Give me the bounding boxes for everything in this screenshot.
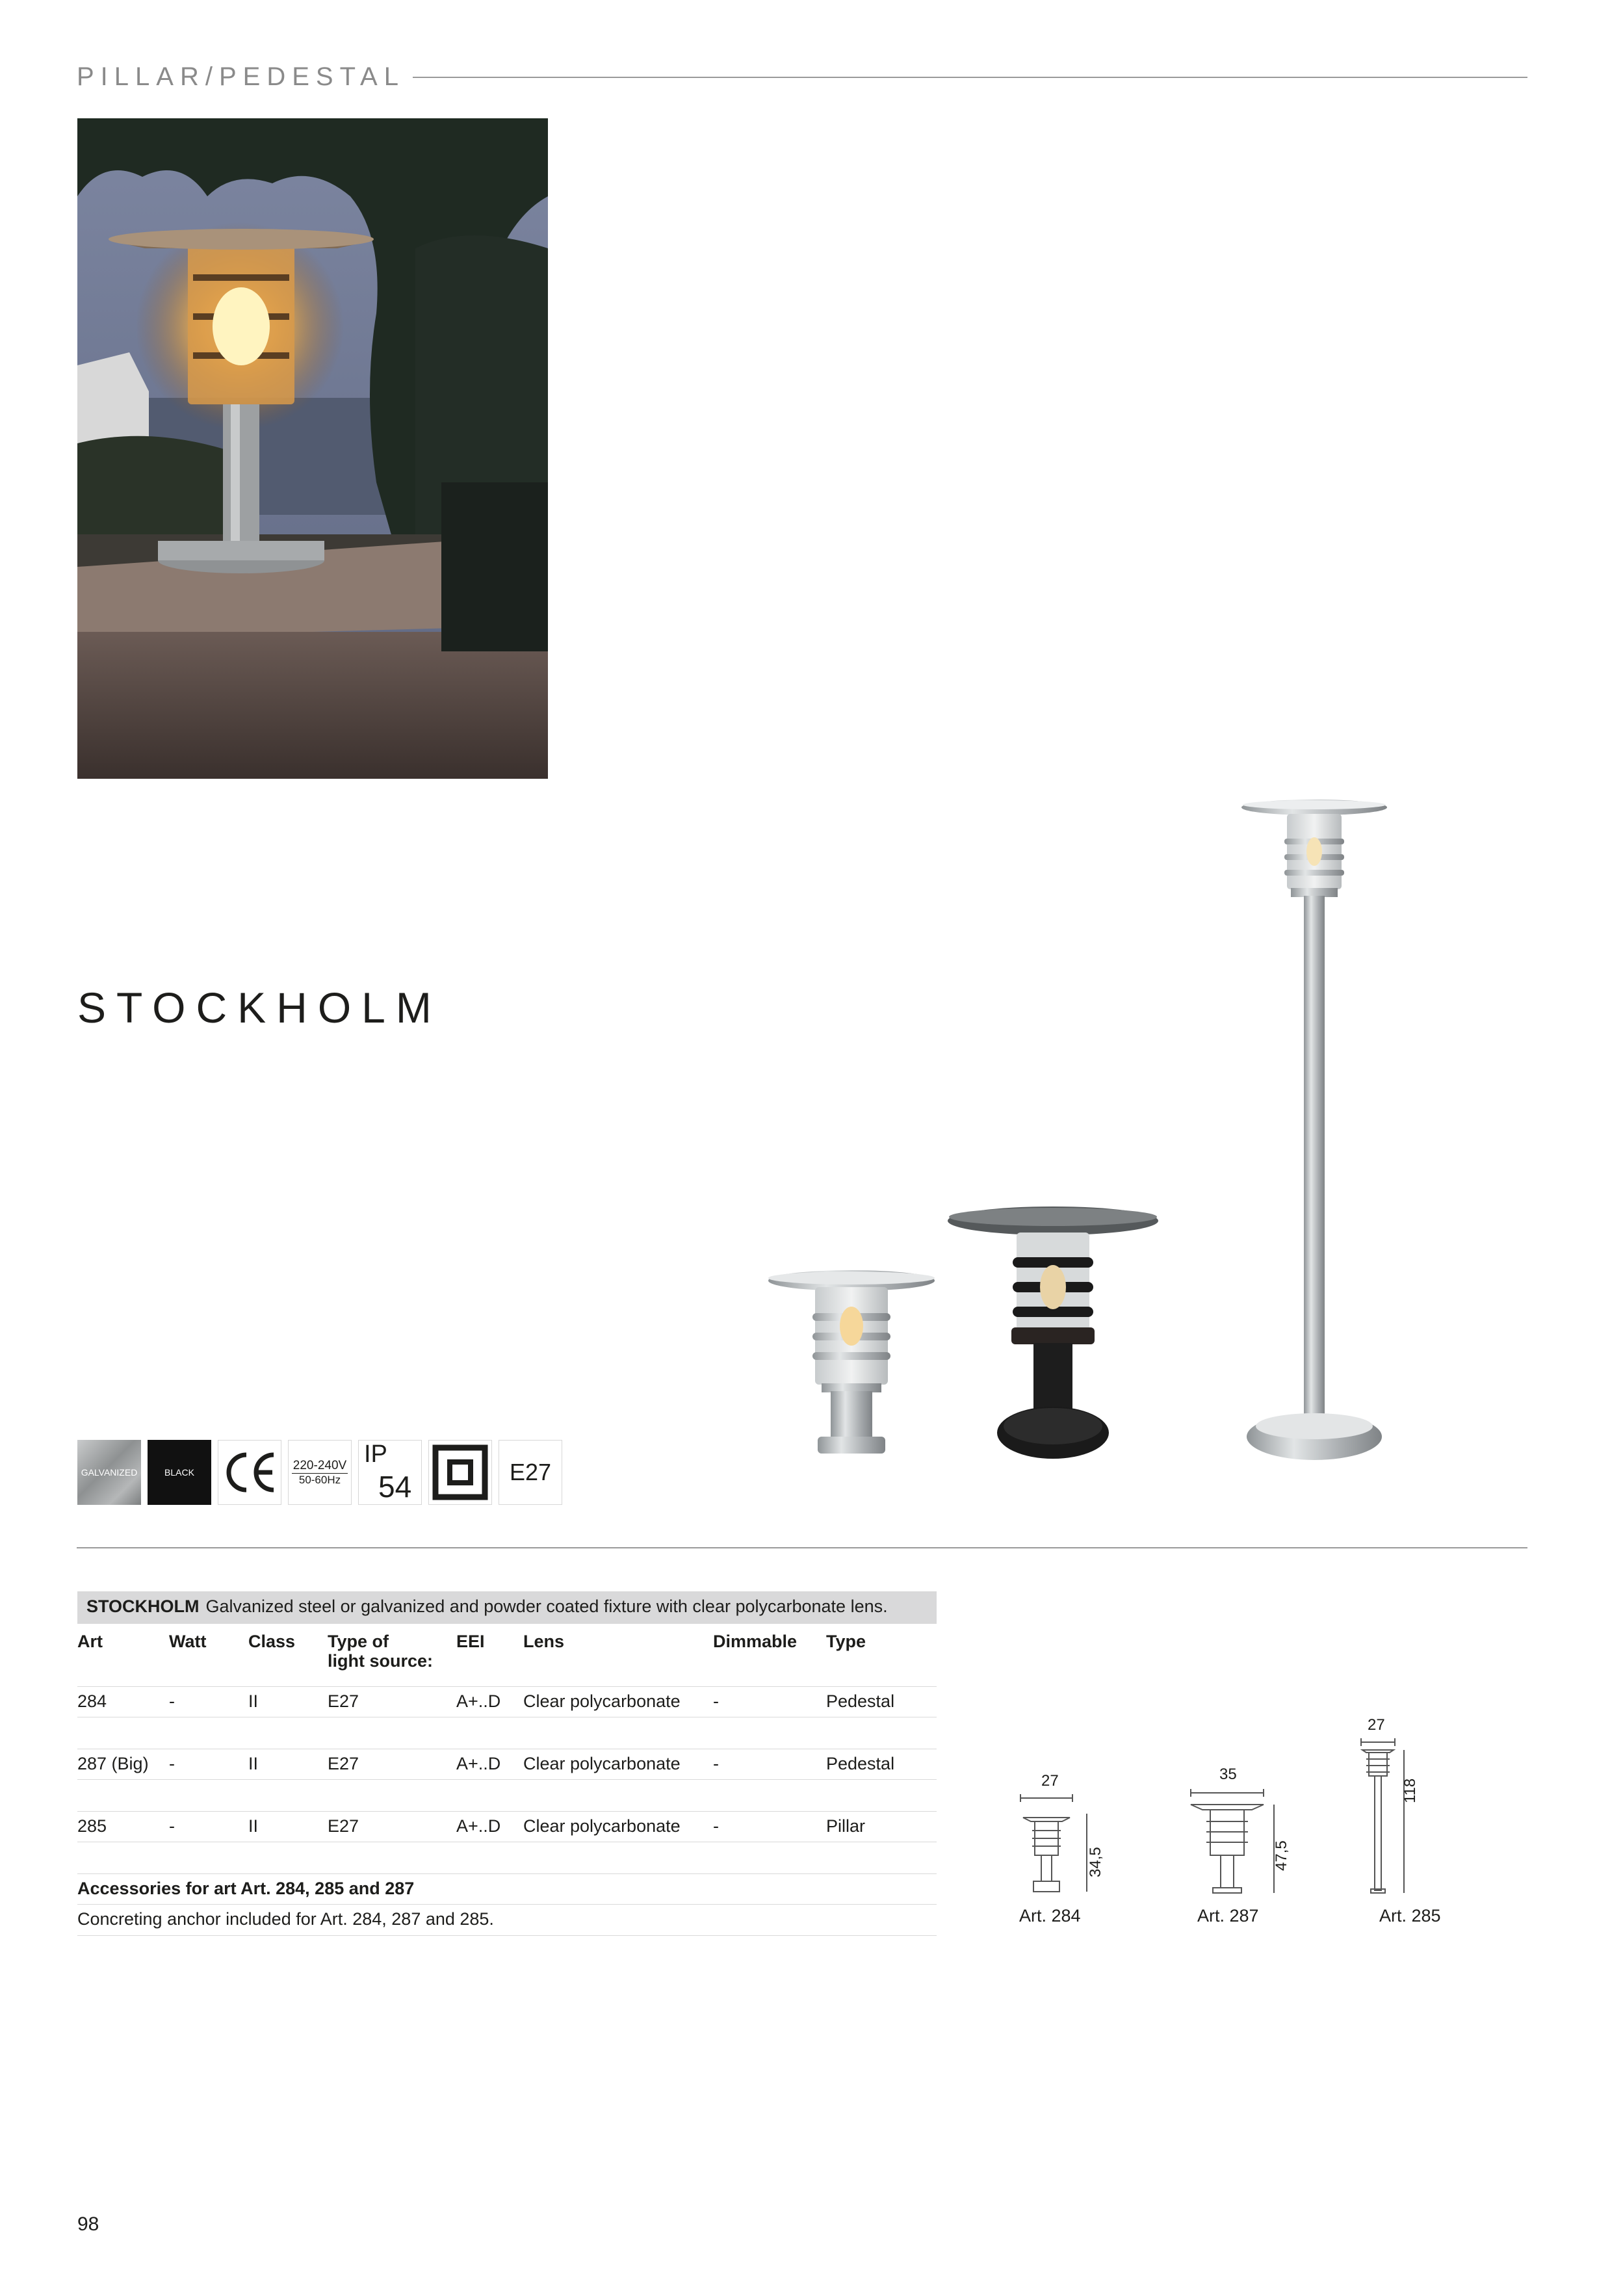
art-287-height: 47,5: [1273, 1840, 1290, 1871]
art-285-height: 118: [1401, 1778, 1419, 1803]
socket-label: E27: [509, 1459, 552, 1485]
cell-class: II: [248, 1691, 259, 1711]
cell-lens: Clear polycarbonate: [523, 1691, 681, 1711]
cell-dimmable: -: [713, 1816, 719, 1836]
art-287-width: 35: [1219, 1766, 1237, 1783]
art-284-height: 34,5: [1087, 1847, 1104, 1877]
cell-type: Pillar: [826, 1816, 866, 1836]
drawing-art-285: [1361, 1738, 1404, 1893]
column-headers: [77, 1624, 937, 1686]
content-divider: [77, 1547, 1527, 1548]
col-art: Art: [77, 1632, 103, 1651]
drawing-art-287: [1191, 1789, 1274, 1893]
cell-class: II: [248, 1816, 259, 1836]
spec-table: [77, 1591, 937, 1936]
accessories-text: Concreting anchor included for Art. 284, 287 and 285.: [77, 1905, 937, 1936]
cell-watt: -: [169, 1816, 175, 1836]
cell-eei: A+..D: [456, 1691, 501, 1711]
cell-eei: A+..D: [456, 1816, 501, 1836]
cell-dimmable: -: [713, 1691, 719, 1711]
render-art-287: [948, 1207, 1158, 1459]
table-row: [77, 1686, 937, 1717]
cell-lens: Clear polycarbonate: [523, 1816, 681, 1836]
cell-watt: -: [169, 1754, 175, 1773]
col-class: Class: [248, 1632, 296, 1651]
section-title: PILLAR/PEDESTAL: [77, 62, 405, 91]
cell-type: Pedestal: [826, 1754, 895, 1773]
col-watt: Watt: [169, 1632, 207, 1651]
product-photo: [77, 118, 548, 779]
col-dimmable: Dimmable: [713, 1632, 798, 1651]
cell-art: 287 (Big): [77, 1754, 149, 1773]
black-swatch: BLACK: [148, 1440, 211, 1505]
ip-label: IP: [364, 1441, 387, 1468]
table-row: [77, 1749, 937, 1780]
section-divider: [413, 77, 1527, 78]
col-eei: EEI: [456, 1632, 485, 1651]
art-284-width: 27: [1041, 1772, 1059, 1790]
cell-art: 285: [77, 1816, 107, 1836]
col-lens: Lens: [523, 1632, 565, 1651]
product-renders: [754, 787, 1430, 1482]
certification-icons: [77, 1440, 562, 1505]
cell-art: 284: [77, 1691, 107, 1711]
socket-icon: [499, 1440, 562, 1505]
voltage-icon: [288, 1440, 352, 1505]
accessories-title: Accessories for art Art. 284, 285 and 287: [77, 1873, 937, 1905]
col-type: Type: [826, 1632, 866, 1651]
ce-icon: [218, 1440, 281, 1505]
cell-type: Pedestal: [826, 1691, 895, 1711]
cell-source: E27: [328, 1691, 359, 1711]
cell-dimmable: -: [713, 1754, 719, 1773]
col-type-of: Type of: [328, 1632, 389, 1651]
drawing-art-284: [1020, 1794, 1087, 1892]
col-light-source: light source:: [328, 1651, 434, 1671]
product-name: STOCKHOLM: [77, 984, 442, 1032]
spec-product-name: STOCKHOLM: [86, 1597, 200, 1616]
cell-class: II: [248, 1754, 259, 1773]
ip-rating-icon: [358, 1440, 422, 1505]
table-row: [77, 1811, 937, 1842]
cell-source: E27: [328, 1816, 359, 1836]
spec-header: [77, 1591, 937, 1624]
art-285-label: Art. 285: [1379, 1906, 1441, 1925]
dimension-drawings: [1014, 1716, 1469, 1937]
cell-source: E27: [328, 1754, 359, 1773]
class-ii-double-square-icon: [428, 1440, 492, 1505]
cell-watt: -: [169, 1691, 175, 1711]
frequency-label: 50-60Hz: [298, 1473, 341, 1486]
cell-lens: Clear polycarbonate: [523, 1754, 681, 1773]
cell-eei: A+..D: [456, 1754, 501, 1773]
voltage-label: 220-240V: [292, 1458, 347, 1472]
art-285-width: 27: [1368, 1716, 1385, 1734]
ip-value: 54: [378, 1470, 412, 1504]
spec-description: Galvanized steel or galvanized and powder coated fixture with clear polycarbonate lens.: [205, 1597, 888, 1616]
galvanized-swatch: GALVANIZED: [77, 1440, 141, 1505]
page-number: 98: [77, 2213, 99, 2235]
render-art-285: [1241, 800, 1387, 1460]
art-287-label: Art. 287: [1197, 1906, 1259, 1925]
art-284-label: Art. 284: [1019, 1906, 1081, 1925]
render-art-284: [768, 1270, 935, 1454]
